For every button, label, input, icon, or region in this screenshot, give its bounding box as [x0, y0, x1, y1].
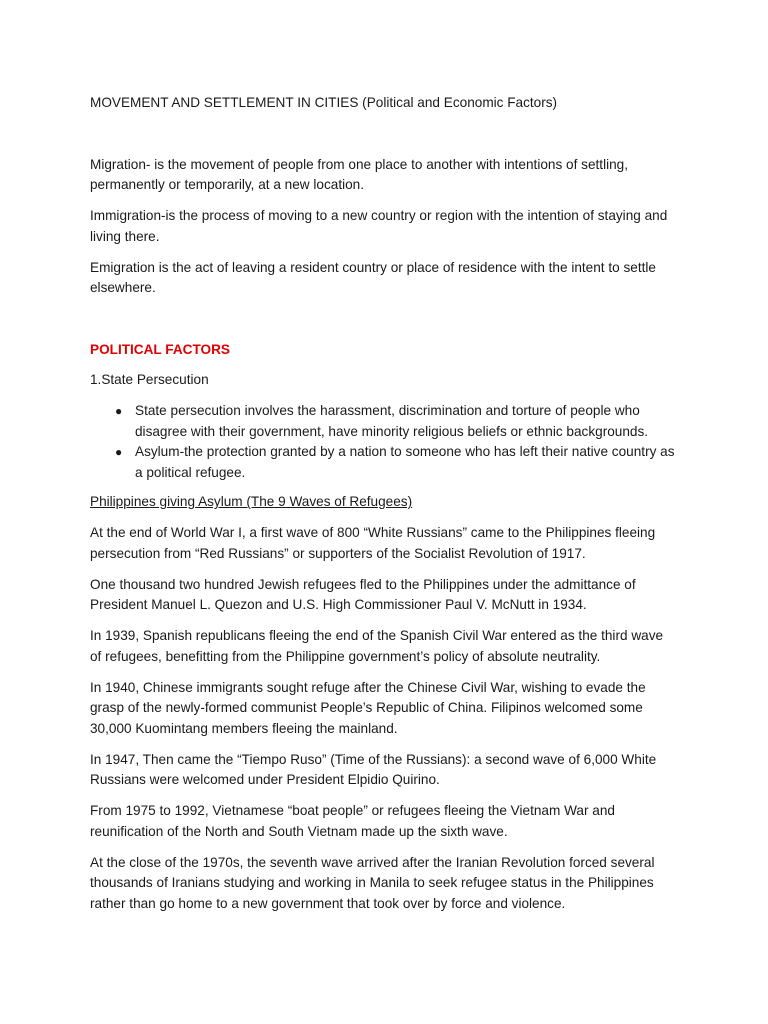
definition-migration: Migration- is the movement of people from one place to another with intentions of settling, permanently or temporarily, at a new location. [90, 156, 629, 192]
paragraph-wave-5: In 1947, Then came the “Tiempo Ruso” (Time of the Russians): a second wave of 6,000 White Russians were welcomed under President Elpidio Quirino. [90, 751, 657, 787]
paragraph-wave-6: From 1975 to 1992, Vietnamese “boat people” or refugees fleeing the Vietnam War and reunification of the North and South Vietnam made up the sixth wave. [90, 803, 615, 839]
paragraph-wave-7: At the close of the 1970s, the seventh wave arrived after the Iranian Revolution forced several thousands of Iranians studying and working in Manila to seek refugee status in the Philippines rather than go home to a new government that took over by force and violence. [90, 854, 655, 911]
bullet-text-state-persecution: State persecution involves the harassment, discrimination and torture of people who disagree with their government, have minority religious beliefs or ethnic backgrounds. [135, 403, 649, 439]
subheading-state-persecution: 1.State Persecution [90, 372, 209, 387]
bullet-text-asylum: Asylum-the protection granted by a nation to someone who has left their native country as a political refugee. [135, 444, 675, 480]
list-item [90, 401, 678, 442]
bullet-icon: ● [115, 445, 123, 459]
bullet-icon: ● [115, 404, 123, 418]
refugee-waves-block [90, 523, 678, 914]
paragraph-wave-1: At the end of World War I, a first wave of 800 “White Russians” came to the Philippines fleeing persecution from “Red Russians” or supporters of the Socialist Revolution of 1917. [90, 525, 656, 561]
asylum-heading: Philippines giving Asylum (The 9 Waves of Refugees) [90, 494, 413, 509]
document-title: MOVEMENT AND SETTLEMENT IN CITIES (Political and Economic Factors) [90, 95, 558, 110]
paragraph-wave-4: In 1940, Chinese immigrants sought refuge after the Chinese Civil War, wishing to evade the grasp of the newly-formed communist People’s Republic of China. Filipinos welcomed some 30,000 Kuomintang members fleeing the mainland. [90, 679, 646, 736]
definition-immigration: Immigration-is the process of moving to a new country or region with the intention of staying and living there. [90, 208, 668, 244]
definition-emigration: Emigration is the act of leaving a resident country or place of residence with the intent to settle elsewhere. [90, 259, 656, 295]
paragraph-wave-3: In 1939, Spanish republicans fleeing the end of the Spanish Civil War entered as the third wave of refugees, benefitting from the Philippine government’s policy of absolute neutrality. [90, 628, 664, 664]
section-heading-political-factors: POLITICAL FACTORS [90, 341, 230, 357]
definitions-block [90, 155, 678, 299]
paragraph-wave-2: One thousand two hundred Jewish refugees fled to the Philippines under the admittance of President Manuel L. Quezon and U.S. High Commissioner Paul V. McNutt in 1934. [90, 576, 636, 612]
bullet-list [90, 401, 678, 483]
list-item [90, 442, 678, 483]
